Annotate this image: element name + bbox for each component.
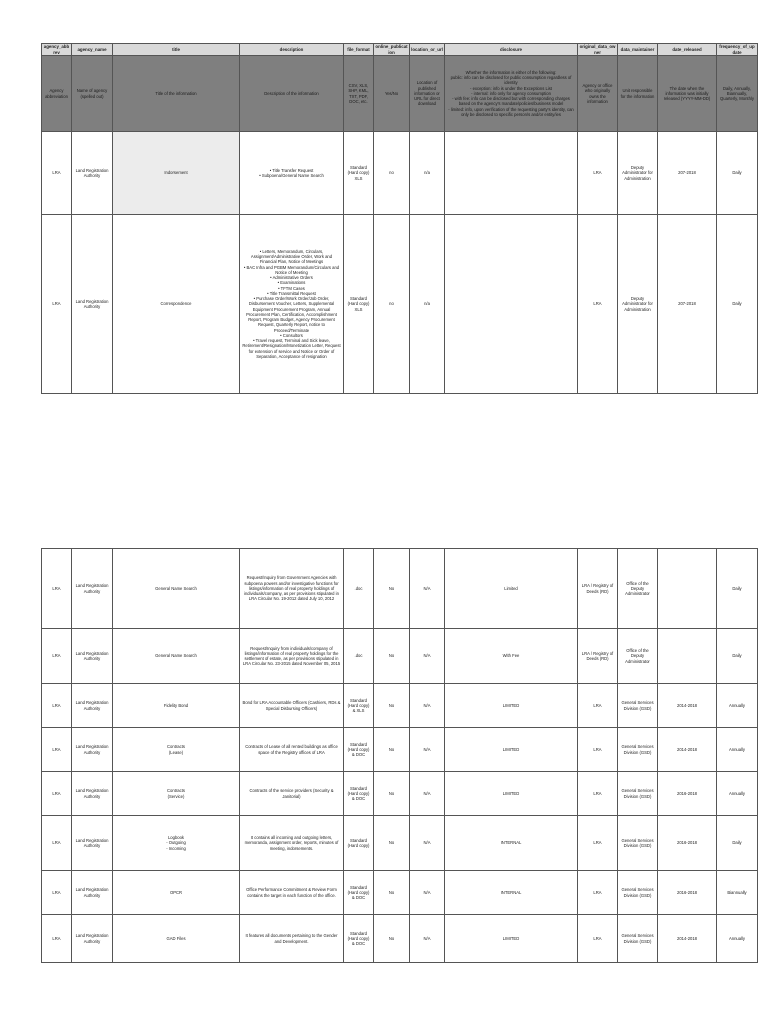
header-cell: title [113, 44, 240, 56]
cell-description: Bond for LRA Accountable Officers (Cashiers, RDs & Special Disbursing Officers) [240, 684, 344, 728]
cell-date-released: 207-2018 [658, 215, 717, 394]
cell-data-maintainer: Office of the Deputy Administrator [618, 549, 658, 629]
cell-description: It features all documents pertaining to the Gender and Development. [240, 915, 344, 963]
cell-online-publication: No [374, 772, 410, 816]
cell-agency-name: Land Registration Authority [72, 629, 113, 684]
cell-frequency: Annually [717, 684, 758, 728]
cell-agency-abbrev: LRA [42, 549, 72, 629]
subheader-cell: Description of the information [240, 56, 344, 132]
cell-agency-abbrev: LRA [42, 915, 72, 963]
cell-file-format: Standard (Hard copy) & DOC [344, 772, 374, 816]
cell-data-owner: LRA [578, 915, 618, 963]
cell-file-format: Standard (Hard copy) XLS [344, 132, 374, 215]
cell-data-maintainer: General Services Division (GSD) [618, 684, 658, 728]
header-cell: disclosure [445, 44, 578, 56]
cell-data-owner: LRA / Registry of Deeds (RD) [578, 549, 618, 629]
cell-agency-name: Land Registration Authority [72, 728, 113, 772]
table-row [42, 816, 758, 871]
cell-title: Fidelity Bond [113, 684, 240, 728]
header-cell: data_maintainer [618, 44, 658, 56]
cell-file-format: Standard (Hard copy) & DOC [344, 728, 374, 772]
cell-data-maintainer: Deputy Administrator for Administration [618, 132, 658, 215]
subheader-cell: Daily, Annually, Biannually, Quarterly, Monthly [717, 56, 758, 132]
cell-data-maintainer: General Services Division (GSD) [618, 915, 658, 963]
cell-disclosure [445, 215, 578, 394]
cell-description: Contracts of the service providers (Security & Janitorial) [240, 772, 344, 816]
subheader-cell: Agency or office who originally owns the information [578, 56, 618, 132]
cell-agency-name: Land Registration Authority [72, 684, 113, 728]
cell-title: GAD Files [113, 915, 240, 963]
table-row [42, 772, 758, 816]
cell-data-owner: LRA [578, 728, 618, 772]
subheader-cell: Title of the information [113, 56, 240, 132]
cell-date-released [658, 629, 717, 684]
cell-disclosure [445, 132, 578, 215]
cell-online-publication: No [374, 549, 410, 629]
cell-date-released: 2016-2018 [658, 816, 717, 871]
subheader-cell: Agency abbreviation [42, 56, 72, 132]
header-cell: frequency_of_update [717, 44, 758, 56]
cell-location: n/a [410, 132, 445, 215]
cell-data-owner: LRA [578, 684, 618, 728]
cell-agency-name: Land Registration Authority [72, 215, 113, 394]
cell-agency-abbrev: LRA [42, 684, 72, 728]
cell-location: N/A [410, 871, 445, 915]
cell-file-format: .doc [344, 549, 374, 629]
cell-online-publication: no [374, 215, 410, 394]
cell-frequency: Daily [717, 215, 758, 394]
cell-online-publication: No [374, 684, 410, 728]
cell-data-owner: LRA [578, 215, 618, 394]
cell-date-released: 2016-2018 [658, 772, 717, 816]
cell-data-maintainer: Office of the Deputy Administrator [618, 629, 658, 684]
cell-file-format: Standard (Hard copy) [344, 816, 374, 871]
cell-date-released: 2014-2018 [658, 915, 717, 963]
table-row [42, 684, 758, 728]
cell-data-maintainer: General Services Division (GSD) [618, 728, 658, 772]
header-cell: file_format [344, 44, 374, 56]
cell-data-owner: LRA [578, 816, 618, 871]
cell-location: N/A [410, 915, 445, 963]
header-cell: original_data_owner [578, 44, 618, 56]
cell-frequency: Daily [717, 549, 758, 629]
cell-frequency: Daily [717, 629, 758, 684]
cell-data-maintainer: General Services Division (GSD) [618, 871, 658, 915]
cell-file-format: Standard (Hard copy) & DOC [344, 871, 374, 915]
header-cell: location_or_url [410, 44, 445, 56]
cell-data-maintainer: Deputy Administrator for Administration [618, 215, 658, 394]
header-cell: date_released [658, 44, 717, 56]
cell-agency-name: Land Registration Authority [72, 871, 113, 915]
cell-data-owner: LRA [578, 871, 618, 915]
cell-description: Request/Inquiry from Government Agencies with subpoena powers and/or investigative functions for listings/information of real property holdings of individuals/company, as per provisions stipulated in LRA Circular No. 19-2012 dated July 10, 2012 [240, 549, 344, 629]
header-row [42, 44, 758, 56]
subheader-cell: CSV, XLS, SHP, KML, TXT, PDF, DOC, etc. [344, 56, 374, 132]
cell-location: N/A [410, 772, 445, 816]
table-row [42, 728, 758, 772]
cell-location: n/a [410, 215, 445, 394]
cell-title: Correspondence [113, 215, 240, 394]
subheader-cell: Yes/No [374, 56, 410, 132]
cell-frequency: Daily [717, 816, 758, 871]
cell-title: OPCR [113, 871, 240, 915]
subheader-cell: Name of agency (spelled out) [72, 56, 113, 132]
cell-data-maintainer: General Services Division (GSD) [618, 772, 658, 816]
cell-agency-name: Land Registration Authority [72, 915, 113, 963]
cell-data-owner: LRA [578, 772, 618, 816]
cell-frequency: Annually [717, 915, 758, 963]
table-row [42, 871, 758, 915]
cell-date-released: 2014-2018 [658, 684, 717, 728]
cell-description: It contains all incoming and outgoing letters, memoranda, assignment order, reports, minutes of meeting, indorsements. [240, 816, 344, 871]
table-row [42, 915, 758, 963]
cell-frequency: Annually [717, 772, 758, 816]
cell-data-owner: LRA / Registry of Deeds (RD) [578, 629, 618, 684]
cell-agency-abbrev: LRA [42, 629, 72, 684]
cell-agency-abbrev: LRA [42, 816, 72, 871]
cell-date-released: 2014-2018 [658, 728, 717, 772]
cell-agency-name: Land Registration Authority [72, 132, 113, 215]
cell-agency-abbrev: LRA [42, 215, 72, 394]
cell-data-maintainer: General Services Division (GSD) [618, 816, 658, 871]
subheader-cell: The date when the information was initially released (YYYY-MM-DD) [658, 56, 717, 132]
cell-disclosure: Limited [445, 549, 578, 629]
cell-online-publication: No [374, 915, 410, 963]
cell-date-released [658, 549, 717, 629]
cell-location: N/A [410, 816, 445, 871]
cell-agency-name: Land Registration Authority [72, 772, 113, 816]
cell-title: General Name Search [113, 549, 240, 629]
cell-online-publication: No [374, 816, 410, 871]
cell-file-format: Standard (Hard copy) XLS [344, 215, 374, 394]
cell-agency-abbrev: LRA [42, 871, 72, 915]
cell-description: Request/Inquiry from individuals/company of listings/information of real property holdings for the settlement of estate, as per provisions stipulated in LRA Circular No. 23-2015 dated November 05, 2015 [240, 629, 344, 684]
subheader-row [42, 56, 758, 132]
subheader-cell: Location of published information or URL for direct download [410, 56, 445, 132]
cell-date-released: 207-2018 [658, 132, 717, 215]
cell-file-format: .doc [344, 629, 374, 684]
cell-title: Logbook - Outgoing - Incoming [113, 816, 240, 871]
cell-agency-abbrev: LRA [42, 772, 72, 816]
header-cell: description [240, 44, 344, 56]
header-cell: agency_name [72, 44, 113, 56]
cell-online-publication: No [374, 728, 410, 772]
subheader-cell: Whether the information is either of the following: public: info can be disclosed for public consumption regardless of identity - exception: info is under the Exceptions List - internal: info only for agency consumption - with fee: info can be disclosed but with corresponding charges based on the agency's mandate/policies/business model - limited: info, upon verification of the requesting party's identity, can only be disclosed to specific person/s and/or entity/ies [445, 56, 578, 132]
cell-agency-abbrev: LRA [42, 728, 72, 772]
cell-disclosure: LIMITED [445, 728, 578, 772]
cell-agency-abbrev: LRA [42, 132, 72, 215]
cell-location: N/A [410, 629, 445, 684]
table-row [42, 215, 758, 394]
bottom-table [41, 548, 758, 963]
cell-location: N/A [410, 728, 445, 772]
cell-frequency: Biannually [717, 871, 758, 915]
header-cell: agency_abbrev [42, 44, 72, 56]
cell-description: • Letters, Memorandum, Circulars, Assignment/Administrative Order, Work and Financial Plan, Notice of Meetings • BAC Infra and PGBM Memorandum/Circulars and Notice of Meeting • Administrative Orders • Examinations • TFTM Cases • Title Transmittal Request • Purchase Order/Work Order/Job Order, Disbursement Voucher, Letters, Supplemental Equipment Procurement Program, Annual Procurement Plan, Certification, Accomplishment Report, Program Budget, Agency Procurement Request, Quarterly Report, notice to Proceed/Terminate • Consultors • Travel request, Terminal and Sick leave, Retirement/Resignation/Monetization Letter, Request for extension of service and Notice or Order of Separation, Acceptance of resignation [240, 215, 344, 394]
cell-title: General Name Search [113, 629, 240, 684]
cell-agency-name: Land Registration Authority [72, 549, 113, 629]
cell-file-format: Standard (Hard copy) & DOC [344, 915, 374, 963]
table-row [42, 549, 758, 629]
cell-description: • Title Transfer Request • Subpoena/General Name Search [240, 132, 344, 215]
cell-online-publication: No [374, 629, 410, 684]
cell-frequency: Daily [717, 132, 758, 215]
table-row [42, 132, 758, 215]
cell-disclosure: INTERNAL [445, 816, 578, 871]
cell-location: N/A [410, 549, 445, 629]
cell-disclosure: LIMITED [445, 915, 578, 963]
top-table [41, 43, 758, 394]
cell-agency-name: Land Registration Authority [72, 816, 113, 871]
header-cell: online_publication [375, 44, 408, 55]
cell-data-owner: LRA [578, 132, 618, 215]
cell-online-publication: no [374, 132, 410, 215]
cell-title: Contracts (Service) [113, 772, 240, 816]
cell-title: Indorsement [113, 132, 240, 215]
table-row [42, 629, 758, 684]
cell-description: Contracts of Lease of all rented buildings as office space of the Registry offices of LRA [240, 728, 344, 772]
cell-description: Office Performance Commitment & Review Form contains the target in each function of the office. [240, 871, 344, 915]
cell-disclosure: INTERNAL [445, 871, 578, 915]
cell-frequency: Annually [717, 728, 758, 772]
cell-disclosure: LIMITED [445, 772, 578, 816]
subheader-cell: Unit responsible for the information [618, 56, 658, 132]
cell-location: N/A [410, 684, 445, 728]
cell-date-released: 2016-2018 [658, 871, 717, 915]
cell-title: Contracts (Lease) [113, 728, 240, 772]
cell-disclosure: With Fee [445, 629, 578, 684]
cell-disclosure: LIMITED [445, 684, 578, 728]
cell-file-format: Standard (Hard copy) & XLS [344, 684, 374, 728]
cell-online-publication: No [374, 871, 410, 915]
